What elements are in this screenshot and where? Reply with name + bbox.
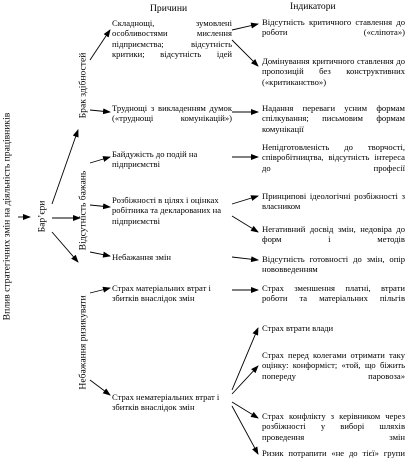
cause-reluctance-to-change: Небажання змін (112, 252, 171, 262)
arrow-cat3-to-c6 (90, 288, 110, 293)
indicator-criticism: Домінування критичного ставлення до пропозицій без конструктивних («критиканство») (262, 56, 405, 87)
arrow-c1-to-i1 (232, 24, 258, 30)
indicator-resistance: Відсутність готовності до змін, опір нововведенням (262, 254, 405, 275)
arrow-cat2-to-c5 (90, 252, 110, 256)
indicator-wrong-group: Ризик потрапити «не до тієї» групи (262, 448, 405, 458)
arrow-c4-to-i5 (232, 196, 258, 204)
arrow-c7-to-i11 (232, 402, 258, 418)
indicator-blindness: Відсутність критичного ставлення до роботи («сліпота») (262, 17, 405, 38)
cause-indifference: Байдужість до подій на підприємстві (112, 149, 198, 170)
cause-communication-difficulties: Труднощі з викладенням думок («труднощі комунікацій») (112, 103, 232, 124)
cause-complexity-thinking: Складнощі, зумовлені особливостями мислення підприємства; відсутність критики; відсутність ідей (112, 18, 232, 60)
arrow-c7-to-i12 (232, 406, 258, 454)
arrow-c4-to-i6 (232, 216, 258, 232)
arrow-cat3-to-c7 (90, 380, 110, 395)
cause-fear-nonmaterial-loss: Страх нематеріальних втрат і збитків внаслідок змін (112, 392, 220, 413)
indicator-fear-colleagues: Страх перед колегами отримати таку оцінку: конформіст; «той, що біжить попереду паровоза» (262, 350, 405, 381)
indicator-unpreparedness: Непідготовленість до творчості, співробітництва, відсутність інтереса до професії (262, 142, 405, 173)
arrow-cat2-to-c4 (90, 205, 110, 207)
arrow-cat1-to-c1 (90, 30, 110, 60)
indicator-negative-experience: Негативний досвід змін, недовіра до форм і методів (262, 224, 405, 245)
arrow-c1-to-i2 (232, 40, 258, 66)
indicator-fear-pay-cut: Страх зменшення платні, втрати роботи та матеріальних пільгів (262, 283, 405, 304)
arrow-cat1-to-c2 (90, 110, 110, 112)
arrow-c5-to-i7 (232, 257, 258, 260)
arrow-barriers-to-risk-avoidance (52, 232, 78, 262)
header-causes: Причини (150, 3, 188, 14)
arrow-c7-to-i9 (232, 328, 258, 390)
indicator-fear-conflict: Страх конфлікту з керівником через розбіжності у виборі шляхів проведення змін (262, 411, 405, 442)
root-label: Вплив стратегічних змін на діяльність працівників (1, 112, 13, 321)
category-lack-of-ability: Брак здібностей (77, 52, 89, 119)
cause-fear-material-loss: Страх матеріальних втрат і збитків внаслідок змін (112, 283, 211, 304)
category-lack-of-will: Відсутність бажань (77, 170, 89, 251)
category-risk-avoidance: Небажання ризикувати (77, 295, 89, 390)
indicator-fear-power-loss: Страх втрати влади (262, 323, 334, 333)
indicator-oral-preference: Надання переваги усним формам спілкування; письмовим формам комунікації (262, 103, 405, 134)
cause-goal-discrepancy: Розбіжності в цілях і оцінках робітника та декларованих на підприємстві (112, 195, 222, 226)
header-indicators: Індикатори (290, 1, 336, 12)
indicator-ideological-differences: Принципові ідеологічні розбіжності з власником (262, 191, 405, 212)
barriers-label: Бар’єри (36, 200, 48, 233)
arrow-barriers-to-lack-of-ability (52, 130, 78, 204)
arrow-cat2-to-c3 (90, 157, 110, 163)
